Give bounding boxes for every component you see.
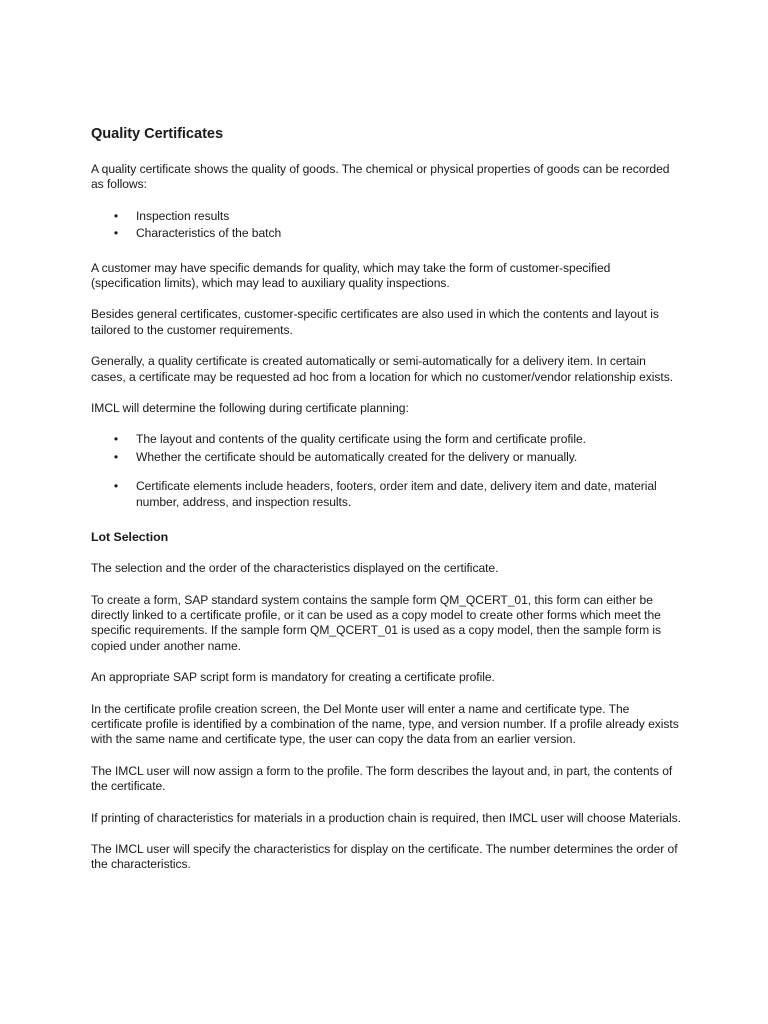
list-item [91, 432, 681, 447]
paragraph-customer-demands: A customer may have specific demands for quality, which may take the form of customer-specified (specification limits), which may lead to auxiliary quality inspections. [91, 260, 611, 291]
list-item [91, 226, 681, 241]
page-title: Quality Certificates [91, 126, 224, 142]
document-body [91, 124, 681, 889]
list-item [91, 209, 681, 224]
paragraph-specify-characteristics: The IMCL user will specify the characteristics for display on the certificate. The number determines the order of the characteristics. [91, 841, 678, 872]
bullet-icon: • [113, 226, 119, 241]
planning-items-list [91, 432, 681, 465]
paragraph-generally: Generally, a quality certificate is created automatically or semi-automatically for a delivery item. In certain cases, a certificate may be requested ad hoc from a location for which no customer/vendor relationship exists. [91, 354, 674, 384]
list-item-text: Inspection results [136, 208, 230, 223]
list-item-text: Whether the certificate should be automatically created for the delivery or manually. [136, 449, 578, 464]
section-heading-lot-selection: Lot Selection [91, 530, 169, 545]
list-item-text: Certificate elements include headers, footers, order item and date, delivery item and date, material number, address, and inspection results. [136, 479, 657, 509]
paragraph-selection: The selection and the order of the characteristics displayed on the certificate. [91, 561, 499, 576]
bullet-icon: • [113, 449, 119, 464]
paragraph-imcl-determine: IMCL will determine the following during certificate planning: [91, 401, 409, 416]
recorded-items-list [91, 209, 681, 242]
paragraph-assign-form: The IMCL user will now assign a form to the profile. The form describes the layout and, in part, the contents of the certificate. [91, 763, 673, 794]
paragraph-production-chain: If printing of characteristics for materials in a production chain is required, then IMCL user will choose Materials. [91, 810, 681, 825]
paragraph-profile-creation: In the certificate profile creation screen, the Del Monte user will enter a name and certificate type. The certificate profile is identified by a combination of the name, type, and version number. If a profile already exists with the same name and certificate type, the user can copy the data from an earlier version. [91, 701, 679, 747]
bullet-icon: • [113, 208, 119, 223]
bullet-icon: • [113, 479, 119, 494]
list-item [91, 479, 681, 510]
certificate-elements-list [91, 479, 681, 510]
paragraph-general-certificates: Besides general certificates, customer-specific certificates are also used in which the contents and layout is tailored to the customer requirements. [91, 307, 659, 337]
list-item [91, 450, 681, 465]
paragraph-intro: A quality certificate shows the quality of goods. The chemical or physical properties of goods can be recorded as follows: [91, 162, 670, 192]
bullet-icon: • [113, 432, 119, 447]
list-item-text: Characteristics of the batch [136, 226, 282, 241]
paragraph-create-form: To create a form, SAP standard system contains the sample form QM_QCERT_01, this form can either be directly linked to a certificate profile, or it can be used as a copy model to create other forms which meet the specific requirements. If the sample form QM_QCERT_01 is used as a copy model, then the sample form is copied under another name. [91, 592, 662, 653]
paragraph-sapscript: An appropriate SAP script form is mandatory for creating a certificate profile. [91, 670, 495, 685]
list-item-text: The layout and contents of the quality certificate using the form and certificate profile. [136, 432, 586, 447]
